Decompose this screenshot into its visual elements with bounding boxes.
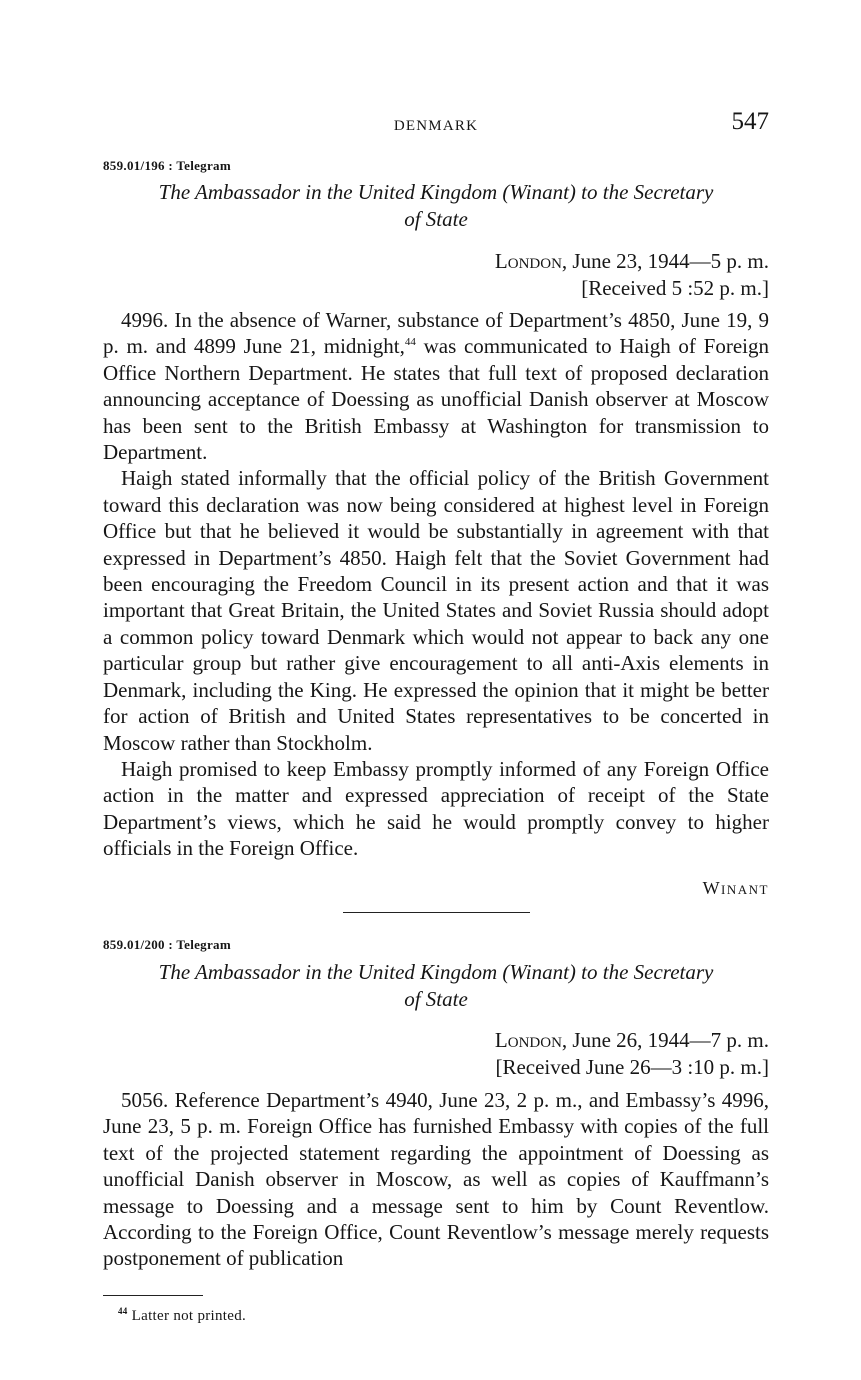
footnote <box>118 1306 246 1325</box>
dateline-1 <box>103 248 769 302</box>
paragraph-1-part-b: was communicated to Haigh of Foreign Office Northern Department. He states that full text of proposed declaration announcing acceptance of Doessing as unofficial Danish observer at Moscow has been sent to the British Embassy at Washington for transmission to Department. <box>103 334 769 465</box>
dateline-1-date <box>103 248 769 275</box>
dateline-1-place: London <box>494 249 562 273</box>
file-reference-1: 859.01/196 : Telegram <box>103 158 231 173</box>
running-head <box>103 108 769 142</box>
document-2-paragraph-1: 5056. Reference Department’s 4940, June 23, 2 p. m., and Embassy’s 4996, June 23, 5 p. m. Foreign Office has furnished Embassy with copies of the full text of the projected statement regarding the appointment of Doessing as unofficial Danish observer in Moscow, as well as copies of Kauffmann’s message to Doessing and a message sent to him by Count Reventlow. According to the Foreign Office, Count Reventlow’s message merely requests postponement of publication <box>103 1088 769 1271</box>
document-title-2-line-2: of State <box>404 987 468 1011</box>
document-1-paragraph-1 <box>103 307 769 465</box>
document-title-1-line-1: The Ambassador in the United Kingdom (Winant) to the Secretary <box>158 180 714 204</box>
document-1-paragraph-2: Haigh stated informally that the official policy of the British Government toward this declaration was now being considered at highest level in Foreign Office but that he believed it would be substantially in agreement with that expressed in Department’s 4850. Haigh felt that the Soviet Government had been encouraging the Freedom Council in its present action and that it was important that Great Britain, the United States and Soviet Russia should adopt a common policy toward Denmark which would not appear to back any one particular group but rather give encouragement to all anti-Axis elements in Denmark, including the King. He expressed the opinion that it might be better for action of British and United States representatives to be concerted in Moscow rather than Stockholm. <box>103 466 769 755</box>
dateline-2-place: London <box>494 1028 562 1052</box>
footnote-mark: 44 <box>118 1306 128 1316</box>
document-title-2-line-1: The Ambassador in the United Kingdom (Winant) to the Secretary <box>158 960 714 984</box>
document-2-body <box>103 1087 769 1272</box>
footnote-reference-mark: 44 <box>404 336 416 349</box>
document-title-1-line-2: of State <box>404 207 468 231</box>
section-divider <box>343 912 530 913</box>
page-number: 547 <box>731 108 769 135</box>
running-title: DENMARK <box>393 118 479 134</box>
dateline-2 <box>103 1027 769 1081</box>
document-title-2 <box>103 959 769 1013</box>
paragraph-1-part-a: 4996. In the absence of Warner, substance of Department’s 4850, June 19, 9 p. m. and 4899 June 21, midnight, <box>103 308 769 359</box>
file-reference-2: 859.01/200 : Telegram <box>103 937 231 952</box>
signature: Winant <box>702 878 769 898</box>
dateline-1-received: [Received 5 :52 p. m.] <box>581 276 769 300</box>
dateline-2-date <box>103 1027 769 1054</box>
document-1-paragraph-3: Haigh promised to keep Embassy promptly informed of any Foreign Office action in the matter and expressed appreciation of receipt of the State Department’s views, which he said he would promptly convey to higher officials in the Foreign Office. <box>103 756 769 861</box>
footnote-rule <box>103 1295 203 1296</box>
dateline-1-time: , June 23, 1944—5 p. m. <box>561 249 769 273</box>
footnote-text: Latter not printed. <box>131 1308 247 1324</box>
dateline-2-time: , June 26, 1944—7 p. m. <box>561 1028 769 1052</box>
document-1-body <box>103 307 769 862</box>
dateline-2-received: [Received June 26—3 :10 p. m.] <box>495 1055 769 1079</box>
document-title-1 <box>103 179 769 233</box>
